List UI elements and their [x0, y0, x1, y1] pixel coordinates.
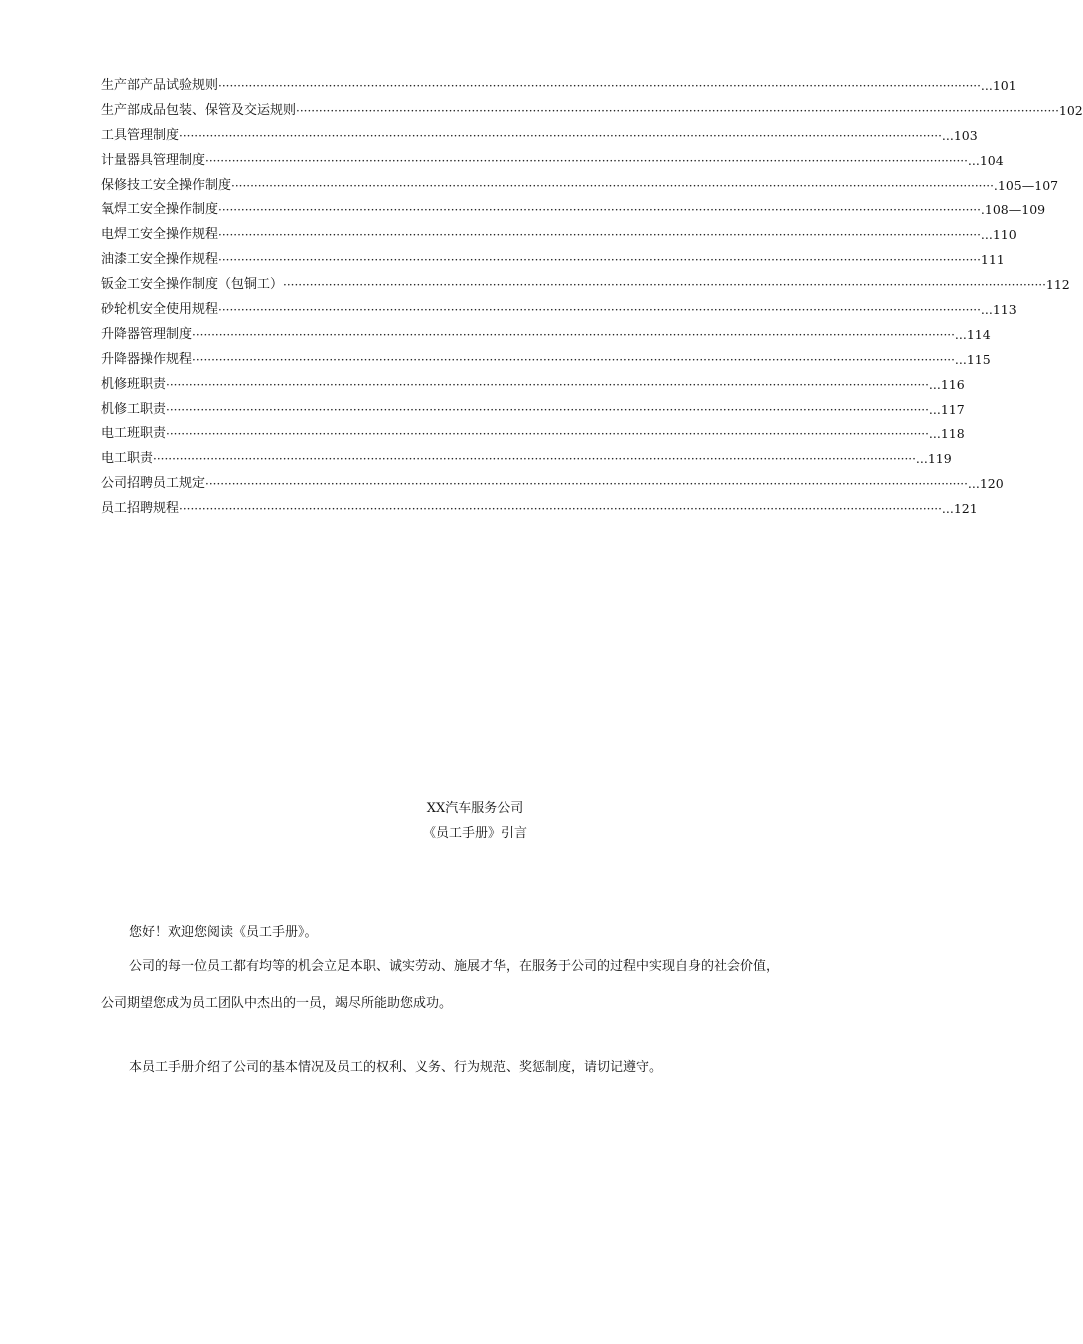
table-of-contents: [101, 74, 1083, 522]
toc-entry-title: 电工班职责: [101, 426, 167, 442]
toc-leader-dots: ········································································································································································································: [218, 253, 981, 268]
toc-entry-page: ...121: [941, 501, 978, 517]
toc-leader-dots: ········································································································································································································: [283, 278, 1046, 293]
toc-entry-page: 112: [1045, 277, 1070, 293]
toc-leader-dots: ········································································································································································································: [296, 103, 1059, 118]
toc-entry-page: 111: [980, 252, 1005, 268]
toc-entry[interactable]: [101, 398, 965, 423]
toc-entry-title: 电工职责: [101, 451, 154, 467]
toc-entry-title: 氧焊工安全操作制度: [101, 202, 219, 218]
toc-leader-dots: ········································································································································································································: [192, 352, 955, 367]
toc-entry-title: 生产部产品试验规则: [101, 78, 219, 93]
toc-entry-title: 公司招聘员工规定: [101, 476, 206, 492]
toc-entry[interactable]: [101, 248, 1005, 273]
toc-leader-dots: ········································································································································································································: [153, 452, 916, 467]
greeting-text: 您好！欢迎您阅读《员工手册》。: [129, 925, 318, 940]
toc-entry[interactable]: [101, 74, 1017, 99]
toc-entry-title: 机修班职责: [101, 376, 167, 392]
toc-entry-page: .108—109: [980, 202, 1046, 218]
toc-leader-dots: ········································································································································································································: [218, 79, 981, 93]
toc-leader-dots: ········································································································································································································: [218, 303, 981, 318]
toc-entry-page: ...103: [941, 127, 978, 143]
toc-entry[interactable]: [101, 422, 965, 447]
toc-entry-title: 计量器具管理制度: [101, 152, 206, 168]
toc-leader-dots: ········································································································································································································: [166, 427, 929, 442]
toc-entry-title: 砂轮机安全使用规程: [101, 302, 219, 318]
toc-entry-title: 生产部成品包装、保管及交运规则: [101, 102, 297, 118]
toc-entry-page: ...104: [967, 152, 1004, 168]
toc-entry-page: .105—107: [993, 177, 1059, 193]
toc-entry-page: ...110: [980, 227, 1017, 243]
toc-entry[interactable]: [101, 99, 1083, 124]
toc-entry-title: 升降器管理制度: [101, 326, 193, 342]
toc-entry-title: 工具管理制度: [101, 127, 180, 143]
toc-entry-page: ...114: [954, 326, 991, 342]
toc-leader-dots: ········································································································································································································: [166, 402, 929, 417]
toc-entry[interactable]: [101, 472, 1004, 497]
toc-entry[interactable]: [101, 174, 1059, 199]
toc-entry-title: 电焊工安全操作规程: [101, 227, 219, 243]
toc-leader-dots: ········································································································································································································: [179, 502, 942, 517]
toc-entry-page: ...119: [915, 451, 952, 467]
toc-entry[interactable]: [101, 198, 1046, 223]
toc-leader-dots: ········································································································································································································: [231, 178, 994, 193]
intro-paragraph-2: 本员工手册介绍了公司的基本情况及员工的权利、义务、行为规范、奖惩制度，请切记遵守。: [129, 1060, 663, 1075]
toc-leader-dots: ········································································································································································································: [205, 153, 968, 168]
toc-entry-page: ...116: [928, 376, 965, 392]
toc-entry-page: ...118: [928, 426, 965, 442]
intro-paragraph-line-1: 公司的每一位员工都有均等的机会立足本职、诚实劳动、施展才华，在服务于公司的过程中实现自身的社会价值，: [129, 959, 780, 974]
toc-entry-title: 升降器操作规程: [101, 351, 193, 367]
toc-entry[interactable]: [101, 373, 965, 398]
toc-leader-dots: ········································································································································································································: [166, 377, 929, 392]
toc-entry-page: ...113: [980, 302, 1017, 318]
toc-entry[interactable]: [101, 298, 1017, 323]
toc-entry-title: 钣金工安全操作制度（包铜工）: [101, 277, 284, 293]
toc-entry[interactable]: [101, 348, 991, 373]
toc-entry-title: 员工招聘规程: [101, 501, 180, 517]
toc-entry[interactable]: [101, 497, 978, 522]
toc-entry[interactable]: [101, 447, 952, 472]
toc-entry-title: 机修工职责: [101, 401, 167, 417]
toc-entry-page: ...117: [928, 401, 965, 417]
toc-entry[interactable]: [101, 223, 1017, 248]
toc-leader-dots: ········································································································································································································: [205, 477, 968, 492]
toc-entry[interactable]: [101, 124, 978, 149]
toc-entry-title: 油漆工安全操作规程: [101, 252, 219, 268]
toc-entry-title: 保修技工安全操作制度: [101, 177, 232, 193]
company-name: XX汽车服务公司: [426, 801, 524, 816]
toc-leader-dots: ········································································································································································································: [218, 228, 981, 243]
intro-paragraph-line-2: 公司期望您成为员工团队中杰出的一员，竭尽所能助您成功。: [101, 996, 453, 1011]
toc-entry-page: ...101: [980, 78, 1017, 93]
toc-leader-dots: ········································································································································································································: [218, 203, 981, 218]
toc-leader-dots: ········································································································································································································: [192, 327, 955, 342]
toc-entry[interactable]: [101, 273, 1070, 298]
toc-leader-dots: ········································································································································································································: [179, 128, 942, 143]
toc-entry-page: ...115: [954, 351, 991, 367]
document-title: 《员工手册》引言: [422, 826, 527, 841]
toc-entry-page: ...120: [967, 476, 1004, 492]
toc-entry-page: 102: [1058, 102, 1083, 118]
toc-entry[interactable]: [101, 323, 991, 348]
toc-entry[interactable]: [101, 149, 1004, 174]
